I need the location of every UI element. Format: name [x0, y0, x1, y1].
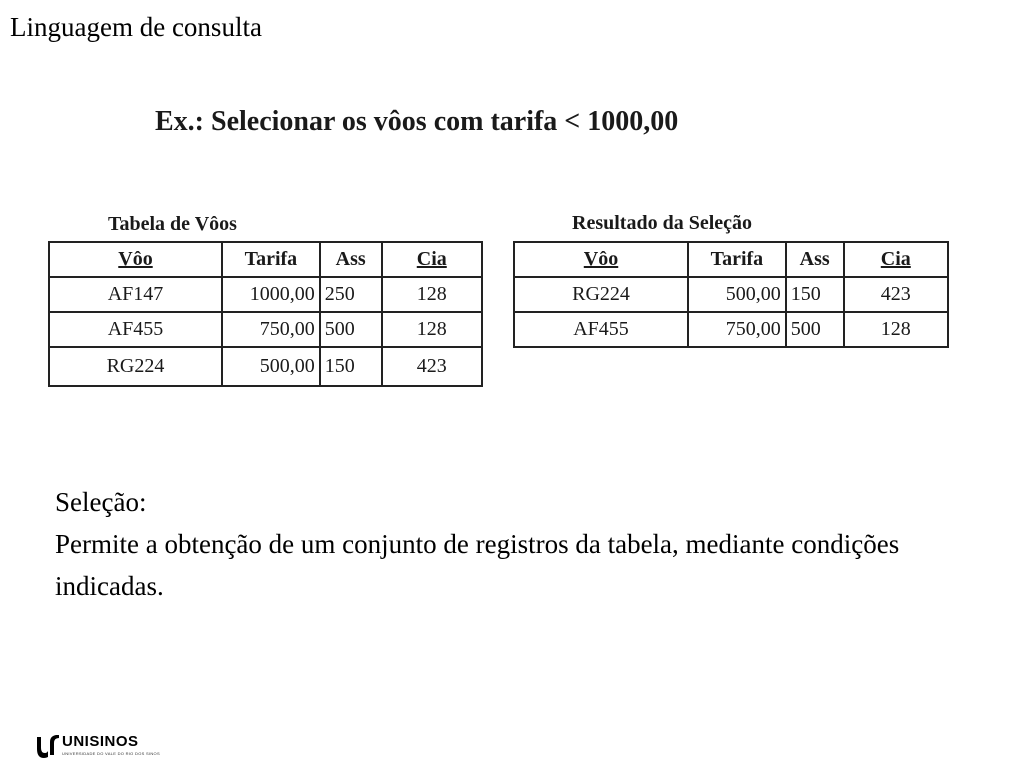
- cell-cia: 128: [844, 312, 948, 347]
- column-header-cia: Cia: [382, 242, 482, 277]
- unisinos-logo-icon: [34, 733, 60, 759]
- column-header-voo: Vôo: [49, 242, 222, 277]
- selection-term: Seleção:: [55, 487, 147, 517]
- selection-definition: Permite a obtenção de um conjunto de registros da tabela, mediante condições indicadas.: [55, 529, 900, 601]
- table-row: [514, 277, 948, 312]
- table-header-row: [49, 242, 482, 277]
- column-header-cia: Cia: [844, 242, 948, 277]
- cell-tarifa: 500,00: [688, 277, 786, 312]
- column-header-ass: Ass: [320, 242, 382, 277]
- source-table: [48, 241, 483, 387]
- body-text: [55, 481, 995, 607]
- slide-title: Linguagem de consulta: [10, 12, 262, 42]
- logo-tagline: UNIVERSIDADE DO VALE DO RIO DOS SINOS: [62, 751, 160, 756]
- cell-cia: 128: [382, 277, 482, 312]
- cell-cia: 423: [844, 277, 948, 312]
- cell-ass: 150: [786, 277, 844, 312]
- result-table-caption: Resultado da Seleção: [572, 212, 752, 234]
- cell-voo: RG224: [49, 347, 222, 386]
- cell-ass: 500: [320, 312, 382, 347]
- cell-tarifa: 1000,00: [222, 277, 320, 312]
- cell-ass: 150: [320, 347, 382, 386]
- cell-tarifa: 500,00: [222, 347, 320, 386]
- column-header-voo: Vôo: [514, 242, 688, 277]
- cell-cia: 128: [382, 312, 482, 347]
- cell-tarifa: 750,00: [222, 312, 320, 347]
- cell-voo: AF455: [49, 312, 222, 347]
- table-row: [514, 312, 948, 347]
- example-heading: Ex.: Selecionar os vôos com tarifa < 1000,00: [155, 106, 679, 137]
- table-row: [49, 277, 482, 312]
- column-header-ass: Ass: [786, 242, 844, 277]
- cell-tarifa: 750,00: [688, 312, 786, 347]
- cell-voo: AF455: [514, 312, 688, 347]
- cell-voo: AF147: [49, 277, 222, 312]
- cell-voo: RG224: [514, 277, 688, 312]
- cell-ass: 500: [786, 312, 844, 347]
- table-row: [49, 347, 482, 386]
- unisinos-logo: [34, 733, 160, 759]
- table-row: [49, 312, 482, 347]
- cell-cia: 423: [382, 347, 482, 386]
- cell-ass: 250: [320, 277, 382, 312]
- result-table: [513, 241, 949, 348]
- column-header-tarifa: Tarifa: [688, 242, 786, 277]
- logo-name: UNISINOS: [62, 733, 139, 750]
- source-table-caption: Tabela de Vôos: [108, 213, 237, 235]
- table-header-row: [514, 242, 948, 277]
- column-header-tarifa: Tarifa: [222, 242, 320, 277]
